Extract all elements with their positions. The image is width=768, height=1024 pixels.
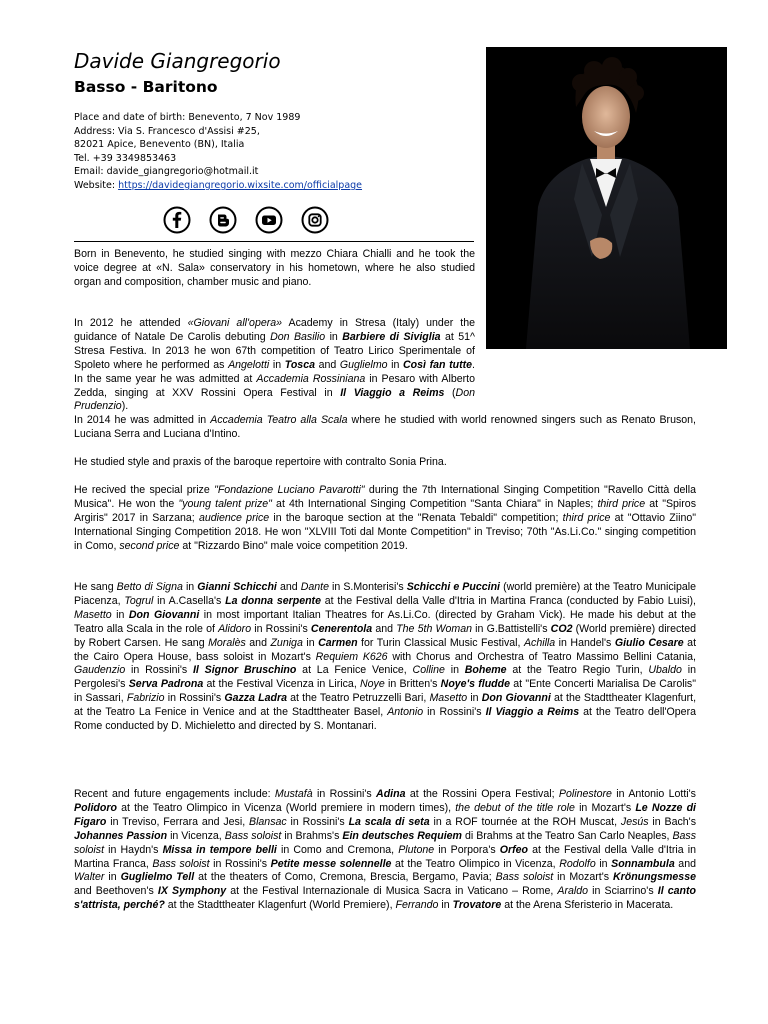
role-or-emphasis: Guglielmo xyxy=(339,358,388,371)
bio-run: at "Ente Concerti Marialisa De Carolis" in Sassari, xyxy=(74,678,699,705)
bio-run: in Rossini's xyxy=(251,622,311,635)
opera-title: Sonnambula xyxy=(611,857,675,870)
portrait-photo xyxy=(486,47,727,349)
opera-title: Il Signor Bruschino xyxy=(192,664,297,677)
bio-run: He recived the special prize xyxy=(74,484,215,496)
role-or-emphasis: Ferrando xyxy=(395,899,439,912)
role-or-emphasis: audience price xyxy=(198,511,270,524)
opera-title: Krönungsmesse xyxy=(612,871,696,884)
role-or-emphasis: Masetto xyxy=(429,692,468,705)
website-link[interactable]: https://davidegiangregorio.wixsite.com/officialpage xyxy=(118,179,363,191)
bio-run: and xyxy=(314,358,340,371)
role-or-emphasis: «Giovani all'opera» xyxy=(187,317,283,329)
role-or-emphasis: Achilla xyxy=(523,636,556,649)
bio-text xyxy=(74,414,699,442)
bio-run: (World première) directed by Robert Carsen. He sang xyxy=(74,622,699,649)
bio-run: in Handel's xyxy=(555,636,615,649)
role-or-emphasis: Accademia Teatro alla Scala xyxy=(210,414,348,426)
role-or-emphasis: Rodolfo xyxy=(559,857,596,870)
bio-run: at 51^ Stresa Festiva. In 2013 he won 67th competition of Teatro Lirico Sperimentale of Spoleto where he performed as xyxy=(74,330,478,371)
opera-title: Gianni Schicchi xyxy=(197,581,277,593)
birth-info: Place and date of birth: Benevento, 7 Nov 1989 xyxy=(74,112,301,123)
opera-title: Cenerentola xyxy=(310,622,373,635)
role-or-emphasis: Alidoro xyxy=(218,622,252,635)
role-or-emphasis: Mustafà xyxy=(274,788,313,800)
bio-run: at the theaters of Como, Cremona, Brescia, Bergamo, Pavia; xyxy=(194,871,496,884)
bio-paragraph-stresa-spoleto xyxy=(74,317,478,414)
address-line-2: 82021 Apice, Benevento (BN), Italia xyxy=(74,139,245,151)
bio-run: in most important Italian Theatres for As.Li.Co. (directed by Graham Vick). He made his debut at the Teatro alla Scala in the role of xyxy=(74,608,699,635)
bio-run: at the Festival della Valle d'Itria in Martina Franca, xyxy=(74,843,699,870)
bio-run: in xyxy=(111,608,129,621)
role-or-emphasis: Dante xyxy=(300,581,329,593)
bio-paragraph-prizes xyxy=(74,484,699,554)
role-or-emphasis: Moralès xyxy=(208,636,246,649)
role-or-emphasis: the debut of the title role xyxy=(455,801,575,814)
role-or-emphasis: Accademia Rossiniana xyxy=(256,372,366,385)
address-line-1: Address: Via S. Francesco d'Assisi #25, xyxy=(74,125,260,137)
role-or-emphasis: third price xyxy=(562,511,611,524)
opera-title: Ein deutsches Requiem xyxy=(342,829,462,842)
bio-run: at the Stadttheater Klagenfurt, at the Teatro La Fenice in Venice and at the Stadttheater Basel, xyxy=(74,692,699,719)
bio-run: in xyxy=(387,358,404,371)
bio-run: for Turin Classical Music Festival, xyxy=(357,636,524,649)
bio-text xyxy=(74,456,696,470)
bio-run: at the Festival Vicenza in Lirica, xyxy=(203,678,361,691)
bio-run: at "Ottavio Ziino" International Singing Competition 2018. He won "XLVIII Toti dal Monte Competition" in Treviso; 70th "As.Li.Co." singing competition in Como, xyxy=(74,511,699,552)
bio-run: at the Teatro Olimpico in Vicenza (World premiere in modern times), xyxy=(116,801,456,814)
bio-run: Born in Benevento, he studied singing with mezzo Chiara Chialli and he took the voice degree at «N. Sala» conservatory in his hometown, where he also studied organ and composition, chamber music and piano. xyxy=(74,248,478,288)
opera-title: Schicchi e Puccini xyxy=(406,581,500,593)
bio-run: in xyxy=(595,857,612,870)
bio-run: Recent and future engagements include: xyxy=(74,788,275,800)
role-or-emphasis: Fabrizio xyxy=(126,692,165,705)
bio-run: in the baroque section at the "Renata Tebaldi" competition; xyxy=(269,511,563,524)
role-or-emphasis: Don Prudenzio xyxy=(74,386,478,413)
opera-title: Trovatore xyxy=(452,899,502,912)
opera-title: Tosca xyxy=(284,358,315,371)
bio-paragraph-la-scala xyxy=(74,414,699,442)
bio-run: at the Festival della Valle d'Itria in Martina Franca (conducted by Fabio Luisi), xyxy=(320,594,699,607)
opera-title: Giulio Cesare xyxy=(614,636,684,649)
role-or-emphasis: Masetto xyxy=(74,608,112,621)
bio-run: in A.Casella's xyxy=(153,594,226,607)
bio-run: . In the same year he was admitted at xyxy=(74,358,478,385)
opera-title: Don Giovanni xyxy=(481,692,551,705)
opera-title: Noye's fludde xyxy=(440,678,511,691)
bio-run: in Porpora's xyxy=(434,843,500,856)
role-or-emphasis: Plutone xyxy=(398,843,435,856)
role-or-emphasis: "Fondazione Luciano Pavarotti" xyxy=(214,484,365,496)
social-links xyxy=(163,206,347,234)
facebook-icon[interactable] xyxy=(163,206,191,234)
bio-run: at the Arena Sferisterio in Macerata. xyxy=(501,899,674,912)
bio-run: Academy in Stresa (Italy) under the guidance of Natale De Carolis debuting xyxy=(74,317,478,343)
instagram-icon[interactable] xyxy=(301,206,329,234)
role-or-emphasis: Antonio xyxy=(387,706,424,719)
opera-title: Carmen xyxy=(318,636,358,649)
website-line xyxy=(74,179,362,193)
role-or-emphasis: Bass soloist xyxy=(224,829,282,842)
bio-run: and xyxy=(674,857,699,870)
opera-title: IX Symphony xyxy=(157,885,227,898)
opera-title: Johannes Passion xyxy=(74,829,168,842)
role-or-emphasis: The 5th Woman xyxy=(396,622,473,635)
bio-run: during the 7th International Singing Competition "Ravello Città della Musica". He won the xyxy=(74,484,699,510)
bio-run: at "Rizzardo Bino" male voice competition 2019. xyxy=(179,539,408,552)
bio-run: in Pesaro with Alberto Zedda, singing at XXV Rossini Opera Festival in xyxy=(74,372,478,399)
bio-run: di Brahms at the Teatro San Carlo Neaples, xyxy=(461,829,673,842)
bio-run: in xyxy=(104,871,121,884)
bio-run: in Mozart's xyxy=(553,871,613,884)
bio-run: at La Fenice Venice, xyxy=(296,664,413,677)
opera-title: Le Nozze di Figaro xyxy=(74,801,699,828)
role-or-emphasis: Polinestore xyxy=(558,788,612,800)
opera-title: Gazza Ladra xyxy=(224,692,287,705)
blogger-icon[interactable] xyxy=(209,206,237,234)
bio-run: in Brahms's xyxy=(281,829,343,842)
bio-run: at the Teatro Olimpico in Vicenza, xyxy=(391,857,560,870)
bio-run: with Chorus and Orchestra of Teatro Massimo Bellini Catania, xyxy=(387,650,699,663)
bio-run: where he studied with world renowned singers such as Renato Bruson, Luciana Serra and Luciana d'Intino. xyxy=(74,414,699,440)
bio-run: at the Teatro dell'Opera Rome conducted by D. Michieletto and directed by S. Montanari. xyxy=(74,706,699,733)
bio-run: in Vicenza, xyxy=(167,829,225,842)
bio-run: and xyxy=(276,581,301,593)
role-or-emphasis: "young talent prize" xyxy=(178,497,272,510)
role-or-emphasis: Gaudenzio xyxy=(74,664,126,677)
bio-text xyxy=(74,484,699,554)
bio-run: in Treviso, Ferrara and Jesi, xyxy=(106,815,249,828)
bio-run: at the Stadttheater Klagenfurt (World Premiere), xyxy=(164,899,396,912)
opera-title: Orfeo xyxy=(499,843,529,856)
role-or-emphasis: Walter xyxy=(74,871,105,884)
role-or-emphasis: Togrul xyxy=(124,594,154,607)
bio-run: at 4th International Singing Competition "Santa Chiara" in Naples; xyxy=(271,497,598,510)
bio-run: He sang xyxy=(74,581,117,593)
opera-title: Missa in tempore belli xyxy=(162,843,277,856)
bio-run: ( xyxy=(444,386,456,399)
opera-title: Il Viaggio a Reims xyxy=(485,706,580,719)
bio-run: in Rossini's xyxy=(209,857,271,870)
bio-text xyxy=(74,317,478,414)
opera-title: Barbiere di Siviglia xyxy=(342,330,441,343)
role-or-emphasis: Betto di Signa xyxy=(116,581,183,593)
bio-run: in S.Monterisi's xyxy=(328,581,407,593)
role-or-emphasis: Angelotti xyxy=(228,358,270,371)
bio-run: in Rossini's xyxy=(423,706,486,719)
bio-run: in xyxy=(438,899,453,912)
bio-run: He studied style and praxis of the baroque repertoire with contralto Sonia Prina. xyxy=(74,456,447,468)
contact-block xyxy=(74,111,362,193)
bio-run: and Beethoven's xyxy=(74,871,699,898)
bio-run: at the Festival Internazionale di Musica Sacra in Vaticano – Rome, xyxy=(226,885,558,898)
bio-paragraph-engagements xyxy=(74,788,699,913)
bio-run: in Haydn's xyxy=(104,843,163,856)
opera-title: Boheme xyxy=(464,664,507,677)
bio-run: in Rossini's xyxy=(312,788,377,800)
website-label: Website: xyxy=(74,179,119,191)
bio-run: in Rossini's xyxy=(286,815,349,828)
bio-run: (world première) at the Teatro Municipale Piacenza, xyxy=(74,581,699,607)
opera-title: Polidoro xyxy=(74,801,117,814)
opera-title: Il canto s'attrista, perché? xyxy=(74,885,699,912)
role-or-emphasis: Araldo xyxy=(557,885,589,898)
bio-run: at the Rossini Opera Festival; xyxy=(405,788,559,800)
voice-type: Basso - Baritono xyxy=(74,78,218,96)
bio-run: in Como and Cremona, xyxy=(276,843,399,856)
bio-run: in Mozart's xyxy=(574,801,636,814)
bio-run: in Antonio Lotti's xyxy=(611,788,699,800)
role-or-emphasis: second price xyxy=(119,539,180,552)
opera-title: La donna serpente xyxy=(225,594,321,607)
bio-run: in xyxy=(302,636,319,649)
role-or-emphasis: Noye xyxy=(360,678,385,691)
opera-title: Adina xyxy=(376,788,406,800)
role-or-emphasis: third price xyxy=(597,497,646,510)
youtube-icon[interactable] xyxy=(255,206,283,234)
bio-run: and xyxy=(372,622,397,635)
bio-text xyxy=(74,788,699,913)
opera-title: La scala di seta xyxy=(348,815,430,828)
bio-paragraph-baroque xyxy=(74,456,696,470)
artist-name: Davide Giangregorio xyxy=(74,49,281,73)
bio-run: in Bach's xyxy=(648,815,699,828)
role-or-emphasis: Bass soloist xyxy=(495,871,554,884)
role-or-emphasis: Blansac xyxy=(249,815,287,828)
bio-run: in xyxy=(467,692,482,705)
bio-run: at the Teatro Petruzzelli Bari, xyxy=(287,692,430,705)
bio-run: in Sciarrino's xyxy=(588,885,658,898)
bio-run: in G.Battistelli's xyxy=(472,622,551,635)
role-or-emphasis: Bass soloist xyxy=(74,829,699,856)
opera-title: CO2 xyxy=(550,622,573,635)
opera-title: Serva Padrona xyxy=(128,678,204,691)
bio-run: in xyxy=(325,330,343,343)
bio-run: and xyxy=(245,636,271,649)
bio-run: in Pergolesi's xyxy=(74,664,699,691)
bio-text xyxy=(74,248,478,290)
phone: Tel. +39 3349853463 xyxy=(74,152,177,164)
header-divider xyxy=(74,241,474,242)
role-or-emphasis: Bass soloist xyxy=(152,857,210,870)
opera-title: Così fan tutte xyxy=(403,358,473,371)
bio-text xyxy=(74,581,699,734)
bio-run: In 2012 he attended xyxy=(74,317,188,329)
bio-run: in Rossini's xyxy=(164,692,225,705)
bio-run: In 2014 he was admitted in xyxy=(74,414,211,426)
opera-title: Petite messe solennelle xyxy=(270,857,392,870)
bio-paragraph-early-studies xyxy=(74,248,478,290)
email: Email: davide_giangregorio@hotmail.it xyxy=(74,166,259,178)
role-or-emphasis: Colline xyxy=(412,664,445,677)
bio-paragraph-roles xyxy=(74,581,699,734)
bio-run: in xyxy=(182,581,198,593)
bio-run: in a ROF tournée at the ROH Muscat, xyxy=(429,815,621,828)
bio-run: in Britten's xyxy=(384,678,441,691)
bio-run: at "Spiros Argiris" 2017 in Sarzana; xyxy=(74,497,699,524)
role-or-emphasis: Don Basilio xyxy=(270,330,326,343)
opera-title: Don Giovanni xyxy=(128,608,200,621)
role-or-emphasis: Jesús xyxy=(620,815,649,828)
bio-run: in xyxy=(269,358,285,371)
bio-run: in xyxy=(444,664,465,677)
bio-run: in Rossini's xyxy=(125,664,193,677)
role-or-emphasis: Zuniga xyxy=(270,636,303,649)
role-or-emphasis: Requiem K626 xyxy=(315,650,388,663)
role-or-emphasis: Ubaldo xyxy=(648,664,682,677)
opera-title: Il Viaggio a Reims xyxy=(340,386,445,399)
bio-run: at the Teatro Regio Turin, xyxy=(506,664,649,677)
bio-run: at the Cairo Opera House, bass soloist in Mozart's xyxy=(74,636,699,663)
opera-title: Guglielmo Tell xyxy=(120,871,195,884)
bio-run: ). xyxy=(121,400,129,413)
